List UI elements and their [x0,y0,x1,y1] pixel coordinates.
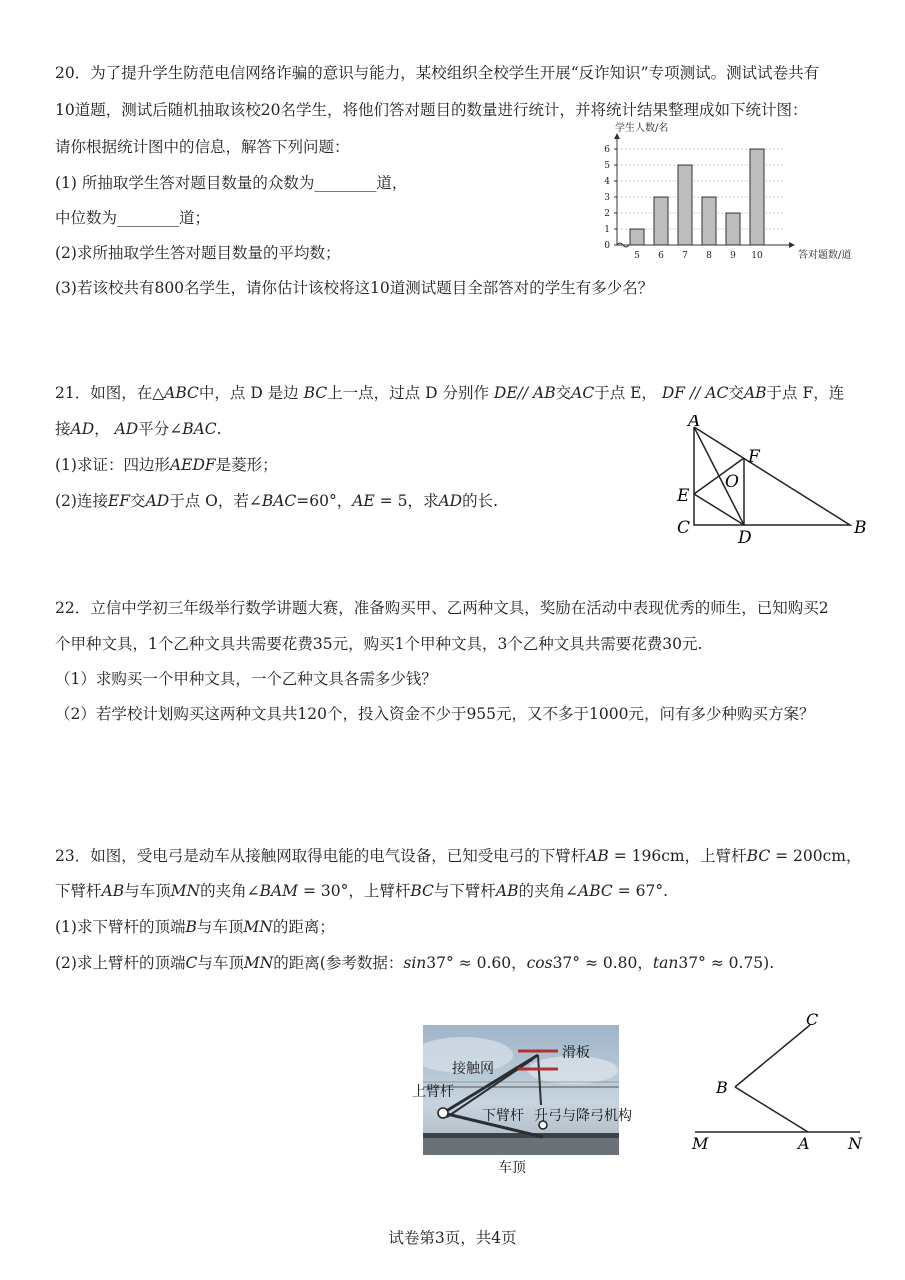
photo-label-lower-arm: 下臂杆 [482,1108,524,1124]
q20-line-2: 10道题，测试后随机抽取该校20名学生，将他们答对题目的数量进行统计，并将统计结果整理成如下统计图： [55,101,808,119]
chart-y-label: 学生人数/名 [615,123,669,134]
q23-line-2: 下臂杆AB与车顶MN的夹角∠BAM = 30°，上臂杆BC与下臂杆AB的夹角∠ABC = 67°. [55,882,668,900]
label-a: A [688,415,701,431]
q22-line-1: 22．立信中学初三年级举行数学讲题大赛，准备购买甲、乙两种文具，奖励在活动中表现优秀的师生，已知购买2 [55,599,829,617]
chart-y-tick-label: 3 [604,193,610,203]
page-footer: 试卷第3页，共4页 [388,1229,517,1247]
q23-line-1: 23．如图，受电弓是动车从接触网取得电能的电气设备，已知受电弓的下臂杆AB = 196cm，上臂杆BC = 200cm， [55,847,862,865]
chart-y-tick-label: 6 [604,145,610,155]
label-b: B [854,518,867,538]
q21-line-2: 接AD， AD平分∠BAC. [55,420,222,438]
q23-part-1: (1)求下臂杆的顶端B与车顶MN的距离； [55,918,335,936]
q21-part-1: (1)求证：四边形AEDF是菱形； [55,456,278,474]
label-b: B [716,1078,728,1097]
chart-x-label: 答对题数/道 [798,250,852,261]
label-o: O [725,472,739,492]
triangle-abc [694,427,850,525]
q20-part-1b: 中位数为________道； [55,209,211,227]
chart-y-tick-label: 5 [604,161,610,171]
q21-line-1: 21．如图，在△ABC中，点 D 是边 BC上一点，过点 D 分别作 DE// AB交AC于点 E， DF // AC交AB于点 F，连 [55,384,845,402]
chart-x-tick-label: 9 [730,251,736,261]
label-c: C [806,1010,819,1029]
chart-y-tick-label: 4 [604,177,610,187]
chart-bar [702,197,716,245]
label-d: D [738,528,752,548]
q23-part-2: (2)求上臂杆的顶端C与车顶MN的距离(参考数据：sin37° ≈ 0.60，cos37° ≈ 0.80，tan37° ≈ 0.75). [55,954,775,972]
q20-part-3: (3)若该校共有800名学生，请你估计该校将这10道测试题目全部答对的学生有多少名？ [55,279,654,297]
bar-chart [595,125,855,265]
q21-part-2: (2)连接EF交AD于点 O，若∠BAC=60°，AE = 5，求AD的长. [55,492,499,510]
label-n: N [848,1134,862,1153]
chart-bar [750,149,764,245]
label-m: M [692,1134,709,1153]
photo-label-roof: 车顶 [498,1160,526,1176]
chart-x-tick-label: 10 [751,251,763,261]
chart-x-tick-label: 5 [634,251,640,261]
chart-bar [630,229,644,245]
segment-bc [735,1025,810,1087]
label-a: A [798,1134,810,1153]
q20-part-1a: (1) 所抽取学生答对题目数量的众数为________道， [55,174,408,192]
q22-line-2: 个甲种文具，1个乙种文具共需要花费35元，购买1个甲种文具，3个乙种文具共需要花费30元. [55,635,703,653]
chart-bar [654,197,668,245]
triangle-figure [672,415,872,555]
q20-line-1: 20．为了提升学生防范电信网络诈骗的意识与能力，某校组织全校学生开展“反诈知识”专项测试。测试试卷共有 [55,64,820,82]
chart-x-tick-label: 8 [706,251,712,261]
chart-y-tick-label: 2 [604,209,610,219]
label-f: F [748,447,760,467]
q22-part-2: （2）若学校计划购买这两种文具共120个，投入资金不少于955元，又不多于1000元，问有多少种购买方案？ [55,705,815,723]
photo-label-slide-plate: 滑板 [562,1045,590,1061]
label-e: E [677,486,690,506]
q20-part-2: (2)求所抽取学生答对题目数量的平均数； [55,244,341,262]
chart-x-tick-label: 7 [682,251,688,261]
chart-y-tick-label: 0 [604,241,610,251]
chart-x-tick-label: 6 [658,251,664,261]
pantograph-diagram [690,1005,890,1155]
photo-roof [423,1137,619,1155]
chart-bar [726,213,740,245]
chart-x-arrow [789,242,795,248]
segment-ab [735,1087,808,1132]
q20-line-3: 请你根据统计图中的信息，解答下列问题： [55,138,350,156]
photo-label-mechanism: 升弓与降弓机构 [534,1108,632,1124]
chart-bar [678,165,692,245]
label-c: C [677,518,691,538]
q22-part-1: （1）求购买一个甲种文具，一个乙种文具各需多少钱？ [55,670,437,688]
chart-y-tick-label: 1 [604,225,610,235]
photo-label-contact-net: 接触网 [452,1061,494,1077]
photo-label-upper-arm: 上臂杆 [412,1084,454,1100]
